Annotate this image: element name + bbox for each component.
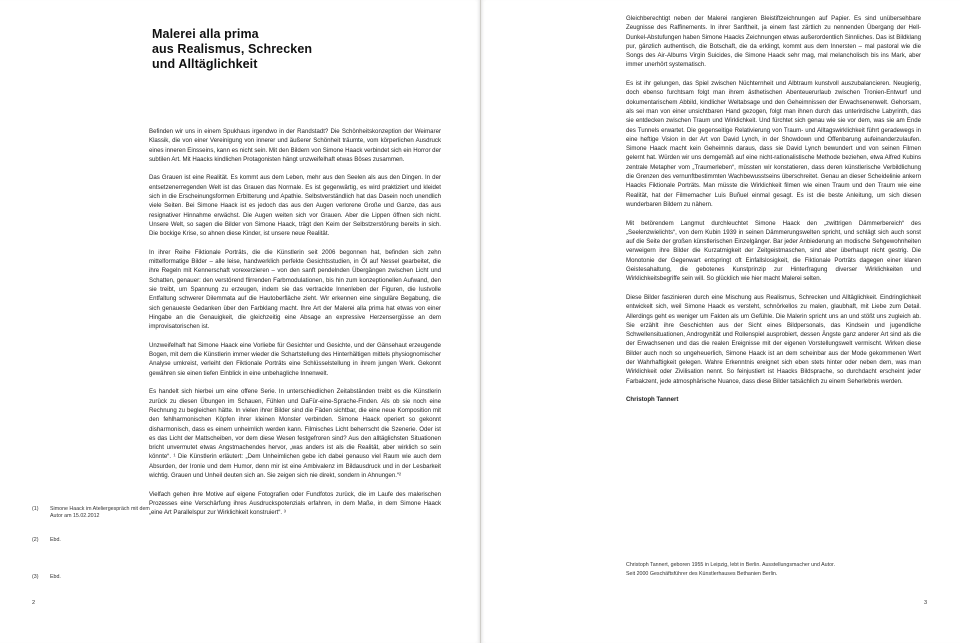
- title-line-1: Malerei alla prima: [152, 27, 259, 41]
- footnote-text: Ebd.: [50, 574, 61, 580]
- author-name: Christoph Tannert: [626, 396, 679, 404]
- body-paragraph: Gleichberechtigt neben der Malerei rangieren Bleistiftzeichnungen auf Papier. Es sind unübersehbare Zeugnisse des Raffinements. In ihrer Sanftheit, ja einem fast zärtlich zu nennenden Übergang der Hell-Dunkel-Abstufungen haben Simone Haacks Zeichnungen etwas außerordentlich Sinnliches. Das ist Bildklang pur, gänzlich authentisch, die Botschaft, die da erklingt, kommt aus dem Innersten – mal pastoral wie die Songs des Air-Albums Virgin Suicides, die Simone Haack sehr mag, mal melancholisch bis ins Mark, aber immer unerhört systematisch.: [626, 15, 921, 69]
- body-paragraph: Unzweifelhaft hat Simone Haack eine Vorliebe für Gesichter und Gesichte, und der Gänsehaut erzeugende Bogen, mit dem die Künstlerin immer wieder die Schartstellung des Hinterhältigen mittels physiognomischer Analyse umkreist, verleiht den Fiktionale Porträts eine Schlüsselstellung in ihrem jungen Werk. Gekonnt gewähren sie einen tiefen Einblick in eine unbehagliche Innenwelt.: [149, 341, 441, 377]
- body-paragraph: In ihrer Reihe Fiktionale Porträts, die die Künstlerin seit 2006 begonnen hat, befinden sich zehn mittelformatige Bilder – alle leise, handwerklich perfekte Gesichtsstudien, in Öl auf Nessel gearbeitet, die ihre Regeln mit Kennerschaft vorexerzieren – von den sanft pendelnden Übergängen zwischen Licht und Schatten, genauer: den verstörend flirrenden Farbmodulationen, bis hin zum konzeptionellen Aufwand, den sie treibt, um Spannung zu erzeugen, indem sie das vertrackte Innenleben der Figuren, die lustvolle Entfaltung schwerer Dilemmata auf die Hautoberfläche zieht. Wir erkennen eine singuläre Begabung, die sich genaueste Gedanken über den Farbklang macht. Ihre Art der Malerei alla prima hat etwas von einer Hingabe an die Genauigkeit, die gleichzeitig eine Absage an expressive Herzensergüsse an dem improvisatorischen ist.: [149, 248, 441, 331]
- right-page: [481, 0, 960, 643]
- author-bio: [626, 561, 926, 579]
- bio-line-1: Christoph Tannert, geboren 1955 in Leipzig, lebt in Berlin. Ausstellungsmacher und Autor.: [626, 562, 835, 568]
- title-line-3: und Alltäglichkeit: [152, 57, 258, 71]
- body-paragraph: Vielfach gehen ihre Motive auf eigene Fotografien oder Fundfotos zurück, die im Laufe des malerischen Prozesses eine Verschärfung ihres Ausdruckspotenzials erfahren, in dem Maße, in dem Simone Haack „eine Art Parallelspur zur Wirklichkeit konstruiert“. ³: [149, 490, 441, 517]
- footnote-number: (1): [32, 506, 39, 512]
- left-body-column: [149, 127, 441, 527]
- title-line-2: aus Realismus, Schrecken: [152, 42, 313, 56]
- footnote-number: (3): [32, 574, 39, 580]
- page-number-left: 2: [32, 600, 36, 606]
- body-paragraph: Befinden wir uns in einem Spukhaus irgendwo in der Randstadt? Die Schönheitskonzeption der Weimarer Klassik, die von einer Vereinigung von innerer und äußerer Schönheit träumte, vom körperlichen Ausdruck eines inneren Einsseins, kann es nicht sein. Mit den Bildern von Simone Haack verbindet sich ein Horror der subtilen Art. Mit Haacks kindlichen Protagonisten hängt unzweifelhaft etwas Böses zusammen.: [149, 128, 441, 163]
- page-number-right: 3: [924, 600, 928, 606]
- body-paragraph: Es ist ihr gelungen, das Spiel zwischen Nüchternheit und Albtraum kunstvoll auszubalancieren. Neugierig, doch ebenso furchtsam folgt man ihrem ästhetischen Abenteuerurlaub zwischen Tronien-Entwurf und dokumentarischem Abbild, kindlicher Weltabsage und den Geheimnissen der Erwachsenenwelt. Gehorsam, als sei man von einer unsichtbaren Hand gezogen, folgt man ihnen durch das unterirdische Labyrinth, das sie entdecken zwischen Traum und Wirklichkeit. Und fürchtet sich genau wie sie vor dem, was sie am Ende des Tunnels erwartet. Die gegenseitige Relativierung von Traum- und Alltagswirklichkeit führt geradewegs in eine heftige Vision in der Art von David Lynch, in der Showdown und Offenbarung aufeinanderzulaufen. Simone Haack macht kein Geheimnis daraus, dass sie David Lynch bewundert und von seinen Filmen gelernt hat. Würden wir uns demgemäß auf eine nicht-rationalistische Methode beziehen, etwa Alfred Kubins zentrale Metapher vom „Traumerleben“, müssten wir konstatieren, dass deren künstlerische Verbildlichung die Grenzen des vernunftbestimmten Wachbewusstseins überschreitet. Genau an dieser Scheidelinie ankern Haacks Fiktionale Porträts. Man müsste die Wirklichkeit filmen wie einen Traum und den Traum wie eine Realität, hat der Filmemacher Luis Buñuel einmal gesagt. Es ist die beste Anleitung, um sich diesen wunderbaren Bildern zu nähern.: [626, 80, 921, 208]
- body-paragraph: Das Grauen ist eine Realität. Es kommt aus dem Leben, mehr aus den Seelen als aus den Dingen. In der entsetzenerregenden Welt ist das Grauen das Normale. Es ist gegenwärtig, es wird praktiziert und kleidet sich in die Erscheinungsformen Erbitterung und Apathie. Selbstverständlich hat das Dasein noch unendlich viele Seiten. Bei Simone Haack ist es jedoch das aus den Augen verlorene Große und Ganze, das aus resignativer Hinnahme erwächst. Die Augen weiten sich vor Grauen. Aber die Lippen öffnen sich nicht. Unsere Welt, so sagen die Bilder von Simone Haack, trägt den Keim der Selbstzerstörung bereits in sich. Die bockige Krise, so ahnen diese Kinder, ist unsere neue Realität.: [149, 174, 441, 238]
- footnote-number: (2): [32, 537, 39, 543]
- bio-line-2: Seit 2000 Geschäftsführer des Künstlerhauses Bethanien Berlin.: [626, 571, 778, 577]
- body-paragraph: Diese Bilder faszinieren durch eine Mischung aus Realismus, Schrecken und Alltäglichkeit. Eindringlichkeit entwickelt sich, weil Simone Haack es versteht, schnörkellos zu malen, glaubhaft, mit Liebe zum Detail. Allerdings geht es weniger um Fakten als um Gefühle. Die Malerin spricht uns an und stößt uns zugleich ab. Sie erzählt ihre Geschichten aus der Sicht eines Bildpersonals, das Kindsein und jugendliche Schwellensituationen, Androgynität und Rollenspiel ausprobiert, dessen Ängste ganz anderer Art sind als die der Erwachsenen und das die realen Ereignisse mit der eigenen Vorstellungswelt vermischt. Wirken diese Bilder auch noch so ungeheuerlich, Simone Haack ist an dem scheinbar aus der Mode gekommenen Wert der Wahrhaftigkeit gelegen. Wahre Erkenntnis ereignet sich eben stets hinter oder neben dem, was man Wirklichkeit oder Zivilisation nennt. So feinjustiert ist Haacks Bildsprache, so durchdacht erscheint jeder Farbakzent, jede atmosphärische Nuance, dass diese Bilder tatsächlich zu einem Seherlebnis werden.: [626, 293, 921, 385]
- body-paragraph: Mit betörendem Langmut durchleuchtet Simone Haack den „zwittrigen Dämmerbereich“ des „Seelenzwielichts“, von dem Kubin 1939 in seinen Dämmerungswelten spricht, und schlägt sich auch sonst auf die Seite der großen künstlerischen Einzelgänger. Bar jeder Anbiederung an modische Sehgewohnheiten verweigern ihre Bilder die Kurzatmigkeit der Zeitgeistmaschen, sind aber überhaupt nicht gestrig. Die Monotonie der Gegenwart entspringt oft Einfallslosigkeit, die Fiktionale Porträts dagegen einer klaren Geistesahaltung, die gebotenes Kunstprinzip zur Hinterfragung diverser Wirklichkeiten und Wirklichkeitsbegriffe sein will. So glücklich wie hier macht Malerei selten.: [626, 219, 921, 283]
- body-paragraph: Es handelt sich hierbei um eine offene Serie. In unterschiedlichen Zeitabständen treibt es die Künstlerin zurück zu diesen Übungen im Schauen, Fühlen und DaFür-eine-Sprache-Finden. Als ob sie noch eine Rechnung zu begleichen hätte. In vielen ihrer Bilder sind die Fäden sichtbar, die eine neue Komposition mit den fehlharmonischen Köpfen ihrer kleinen Monster verbinden. Simone Haack operiert so gekonnt disharmonisch, dass es einem unheimlich werden kann. Filmisches Licht beherrscht die Szenerie. Oder ist es das Licht der Mattscheiben, vor dem diese Wesen festgefroren sind? Aus den alltäglichsten Situationen bricht unvermutet etwas Angstmachendes hervor, „was anders ist als die Realität, aber wirklich so sein könnte“. ¹ Die Künstlerin erläutert: „Dem Unheimlichen gebe ich dabei genauso viel Raum wie auch dem Absurden, der Ironie und dem Humor, denn mir ist eine Ambivalenz im Bildausdruck und in der Lesbarkeit wichtig. Grauen und Unheil deuten sich an. Sie zeigen sich nie direkt, sondern in Ahnungen.“²: [149, 388, 441, 479]
- article-title: [152, 27, 452, 72]
- footnote-text: Simone Haack im Ateliergespräch mit dem Autor am 15.02.2012: [50, 506, 150, 519]
- right-body-column: [626, 14, 921, 414]
- footnote-text: Ebd.: [50, 537, 61, 543]
